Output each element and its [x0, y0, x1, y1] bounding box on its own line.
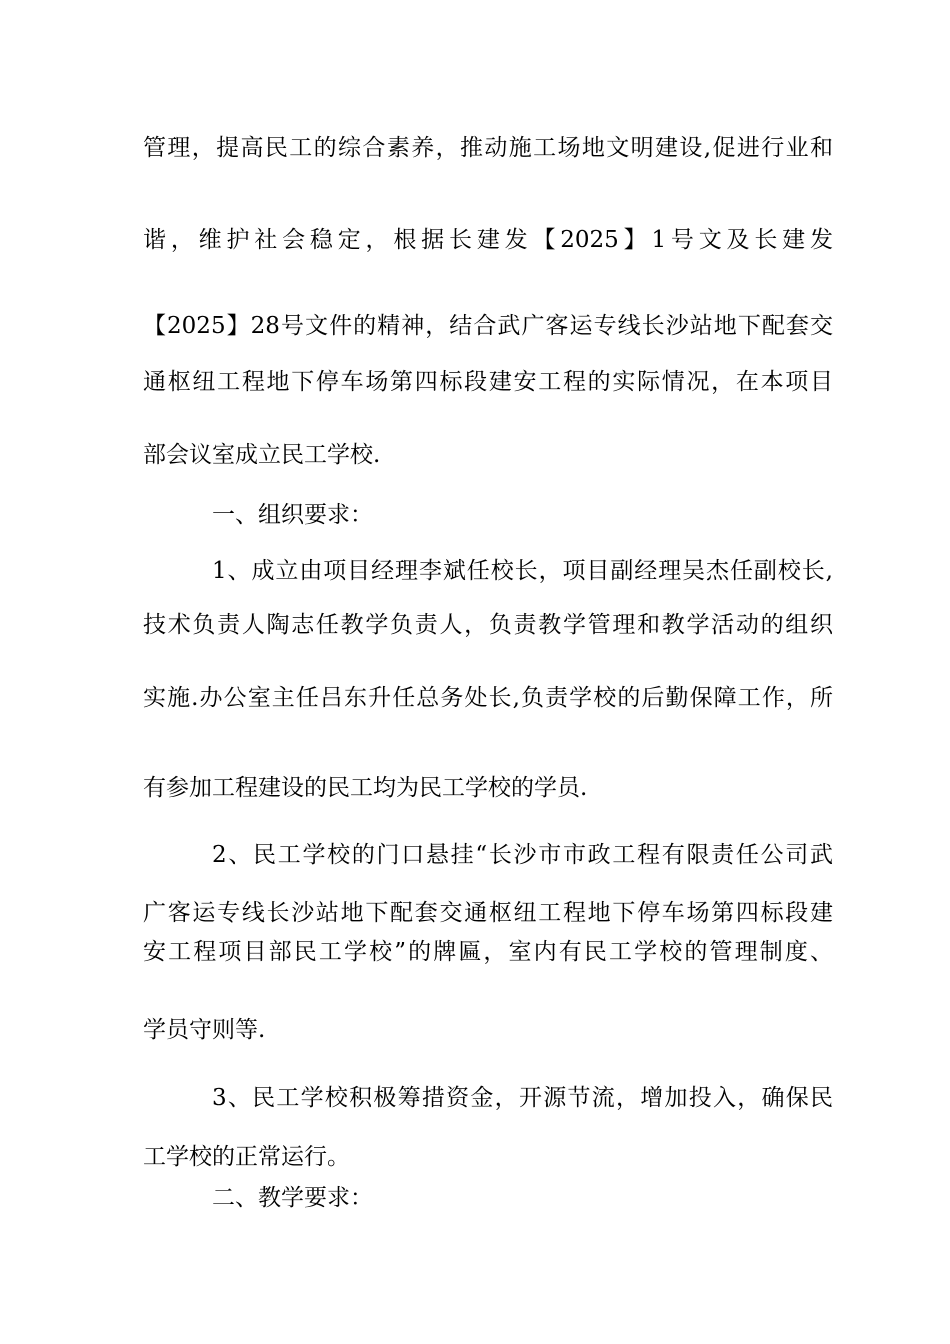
body-text-line: 广客运专线长沙站地下配套交通枢纽工程地下停车场第四标段建	[143, 900, 833, 926]
body-text-line: 有参加工程建设的民工均为民工学校的学员.	[143, 775, 588, 801]
body-text-line: 通枢纽工程地下停车场第四标段建安工程的实际情况，在本项目	[143, 369, 833, 395]
body-text-line: 技术负责人陶志任教学负责人，负责教学管理和教学活动的组织	[143, 612, 833, 638]
body-text-line: 安工程项目部民工学校”的牌匾，室内有民工学校的管理制度、	[143, 939, 833, 965]
section-heading: 二、教学要求：	[212, 1185, 373, 1211]
body-text-line: 3、民工学校积极筹措资金，开源节流，增加投入，确保民	[212, 1085, 833, 1111]
body-text-line: 【2025】28号文件的精神，结合武广客运专线长沙站地下配套交	[143, 313, 833, 339]
body-text-line: 1、成立由项目经理李斌任校长，项目副经理吴杰任副校长,	[212, 558, 833, 584]
body-text-line: 工学校的正常运行。	[143, 1144, 350, 1170]
body-text-line: 实施.办公室主任吕东升任总务处长,负责学校的后勤保障工作，所	[143, 685, 833, 711]
body-text-line: 2、民工学校的门口悬挂“长沙市市政工程有限责任公司武	[212, 842, 833, 868]
body-text-line: 管理，提高民工的综合素养，推动施工场地文明建设,促进行业和	[143, 135, 833, 161]
body-text-line: 学员守则等.	[143, 1017, 266, 1043]
body-text-line: 部会议室成立民工学校.	[143, 442, 381, 468]
section-heading: 一、组织要求：	[212, 502, 373, 528]
body-text-line: 谐，维护社会稳定，根据长建发【2025】1号文及长建发	[143, 227, 833, 253]
